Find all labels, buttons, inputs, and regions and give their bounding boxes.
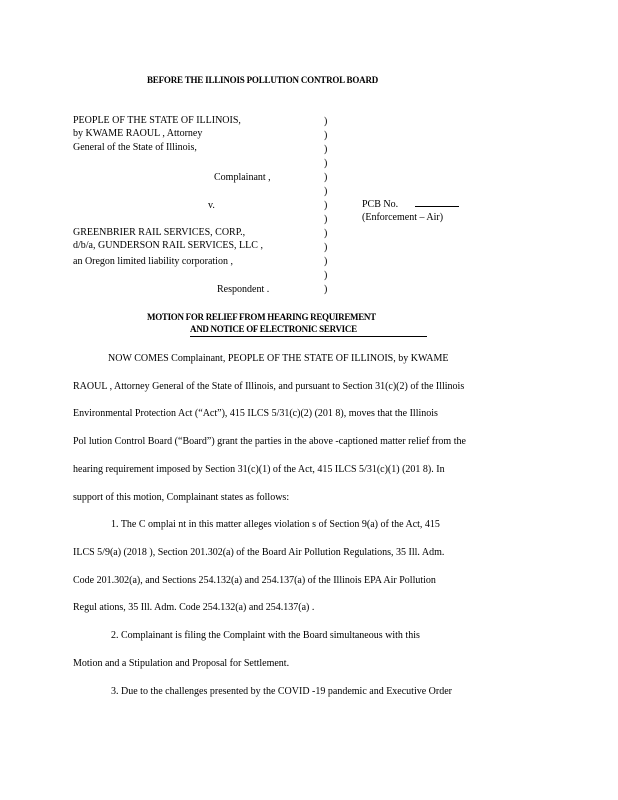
- court-title: BEFORE THE ILLINOIS POLLUTION CONTROL BOARD: [147, 75, 379, 85]
- paren-mark: ): [324, 144, 328, 155]
- enforcement-label: (Enforcement – Air): [362, 212, 444, 223]
- para1-line-1: 1. The C omplai nt in this matter alleges violation s of Section 9(a) of the Act, 415: [111, 519, 440, 530]
- complainant-label: Complainant ,: [214, 172, 271, 183]
- paren-mark: ): [324, 242, 328, 253]
- motion-title-line-1: MOTION FOR RELIEF FROM HEARING REQUIREMENT: [147, 312, 376, 322]
- para1-line-2: ILCS 5/9(a) (2018 ), Section 201.302(a) of the Board Air Pollution Regulations, 35 Ill. Adm.: [73, 547, 445, 558]
- paren-mark: ): [324, 270, 328, 281]
- paren-mark: ): [324, 200, 328, 211]
- defendant-line-1: GREENBRIER RAIL SERVICES, CORP.,: [73, 227, 246, 238]
- paren-mark: ): [324, 284, 328, 295]
- paren-mark: ): [324, 172, 328, 183]
- paren-mark: ): [324, 158, 328, 169]
- defendant-line-2: d/b/a, GUNDERSON RAIL SERVICES, LLC ,: [73, 240, 263, 251]
- para1-line-4: Regul ations, 35 Ill. Adm. Code 254.132(a) and 254.137(a) .: [73, 602, 315, 613]
- intro-line-3: Environmental Protection Act (“Act”), 415 ILCS 5/31(c)(2) (201 8), moves that the Illinois: [73, 408, 438, 419]
- pcb-no-label: PCB No.: [362, 199, 399, 210]
- motion-title-line-2: AND NOTICE OF ELECTRONIC SERVICE: [190, 324, 357, 334]
- paren-mark: ): [324, 116, 328, 127]
- intro-line-5: hearing requirement imposed by Section 31(c)(1) of the Act, 415 ILCS 5/31(c)(1) (201 8). In: [73, 464, 445, 475]
- para1-line-3: Code 201.302(a), and Sections 254.132(a) and 254.137(a) of the Illinois EPA Air Pollution: [73, 575, 436, 586]
- pcb-no-blank: [415, 206, 459, 207]
- pcb-no-row: [362, 199, 459, 211]
- para3-line-1: 3. Due to the challenges presented by the COVID -19 pandemic and Executive Order: [111, 686, 452, 697]
- para2-line-2: Motion and a Stipulation and Proposal for Settlement.: [73, 658, 290, 669]
- plaintiff-line-2: by KWAME RAOUL , Attorney: [73, 128, 203, 139]
- respondent-label: Respondent .: [217, 284, 270, 295]
- motion-title-underline: [190, 336, 427, 337]
- plaintiff-line-1: PEOPLE OF THE STATE OF ILLINOIS,: [73, 115, 241, 126]
- paren-mark: ): [324, 186, 328, 197]
- paren-mark: ): [324, 214, 328, 225]
- intro-line-1: NOW COMES Complainant, PEOPLE OF THE STATE OF ILLINOIS, by KWAME: [108, 353, 449, 364]
- plaintiff-line-3: General of the State of Illinois,: [73, 142, 197, 153]
- intro-line-6: support of this motion, Complainant states as follows:: [73, 492, 290, 503]
- paren-mark: ): [324, 228, 328, 239]
- intro-line-2: RAOUL , Attorney General of the State of Illinois, and pursuant to Section 31(c)(2) of the Illinois: [73, 381, 465, 392]
- paren-mark: ): [324, 256, 328, 267]
- versus-label: v.: [208, 200, 215, 211]
- defendant-line-3: an Oregon limited liability corporation ,: [73, 256, 233, 267]
- paren-mark: ): [324, 130, 328, 141]
- intro-line-4: Pol lution Control Board (“Board”) grant the parties in the above -captioned matter relief from the: [73, 436, 466, 447]
- para2-line-1: 2. Complainant is filing the Complaint with the Board simultaneous with this: [111, 630, 420, 641]
- caption-paren-column: [324, 115, 327, 297]
